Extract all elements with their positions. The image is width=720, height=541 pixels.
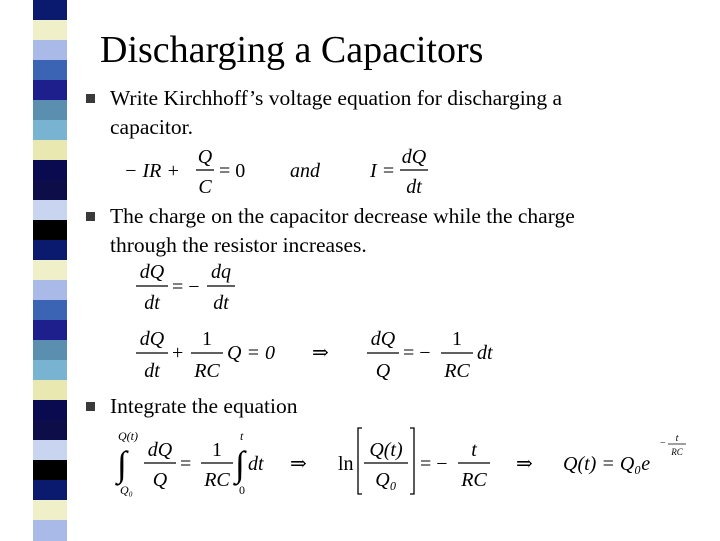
- eq4-lower: Q₀: [120, 483, 133, 497]
- bullet-2-line-2: through the resistor increases.: [110, 233, 367, 257]
- bullet-1-line-2: capacitor.: [110, 115, 193, 139]
- eq3-den4: RC: [444, 360, 470, 382]
- eq4-upper2: t: [240, 429, 244, 443]
- eq1-connector: and: [290, 160, 320, 182]
- eq1-lhs: − IR +: [124, 160, 180, 182]
- eq3-den1: dt: [144, 360, 160, 382]
- slide-title: Discharging a Capacitors: [100, 29, 484, 71]
- eq3-plus: +: [172, 342, 184, 364]
- eq3-eq: = −: [403, 342, 431, 364]
- eq3-dt: dt: [477, 342, 493, 364]
- bullet-3-line-1: Integrate the equation: [110, 394, 298, 418]
- eq4-num2: 1: [212, 439, 222, 461]
- equation-kirchhoff: [124, 146, 428, 198]
- eq4-exp-sign: −: [660, 438, 666, 449]
- equation-integration: [115, 428, 686, 497]
- eq4-num3: Q(t): [369, 439, 403, 461]
- eq3-num4: 1: [452, 328, 462, 350]
- eq4-lower2: 0: [239, 483, 245, 497]
- eq4-exp-den: RC: [671, 447, 683, 457]
- eq1-current-lhs: I =: [370, 160, 396, 182]
- eq4-num4: t: [471, 439, 477, 461]
- eq1-rhs: = 0: [219, 160, 246, 182]
- eq1-denominator: C: [198, 176, 212, 198]
- left-bracket: [358, 428, 362, 494]
- bullet-2-line-1: The charge on the capacitor decrease while the charge: [110, 204, 575, 228]
- eq3-num3: dQ: [370, 328, 396, 350]
- eq4-den1: Q: [152, 469, 168, 491]
- eq4-eq2: = −: [420, 453, 448, 475]
- eq2-den2: dt: [213, 292, 229, 314]
- eq3-den2: RC: [194, 360, 220, 382]
- eq3-num2: 1: [202, 328, 212, 350]
- eq4-eq1: =: [180, 453, 192, 475]
- right-bracket: [410, 428, 414, 494]
- eq4-implies2: ⇒: [516, 453, 533, 475]
- eq1-current-num: dQ: [401, 146, 427, 168]
- eq3-den3: Q: [375, 360, 391, 382]
- eq2-num2: dq: [211, 261, 231, 283]
- bullet-1-line-1: Write Kirchhoff’s voltage equation for discharging a: [110, 86, 563, 110]
- eq4-ln: ln: [338, 453, 354, 475]
- eq4-den2: RC: [204, 469, 230, 491]
- eq2-den1: dt: [144, 292, 160, 314]
- eq4-den3: Q₀: [375, 469, 397, 491]
- eq4-den4: RC: [461, 469, 487, 491]
- eq4-upper: Q(t): [118, 429, 138, 443]
- eq2-mid: = −: [172, 276, 200, 298]
- integral-sign: ∫: [117, 444, 127, 484]
- eq4-num1: dQ: [147, 439, 173, 461]
- eq1-current-den: dt: [406, 176, 422, 198]
- eq1-numerator: Q: [197, 146, 213, 168]
- eq4-implies: ⇒: [290, 453, 307, 475]
- equation-rate: [136, 261, 235, 314]
- eq3-num1: dQ: [139, 328, 165, 350]
- eq4-exp-num: t: [675, 433, 679, 444]
- integral-sign: ∫: [235, 444, 245, 484]
- eq2-num1: dQ: [139, 261, 165, 283]
- eq3-implies: ⇒: [312, 342, 329, 364]
- eq4-result: Q(t) = Q₀e: [563, 453, 651, 475]
- equation-differential: [136, 328, 493, 382]
- eq4-dt: dt: [248, 453, 264, 475]
- eq3-tail: Q = 0: [227, 342, 275, 364]
